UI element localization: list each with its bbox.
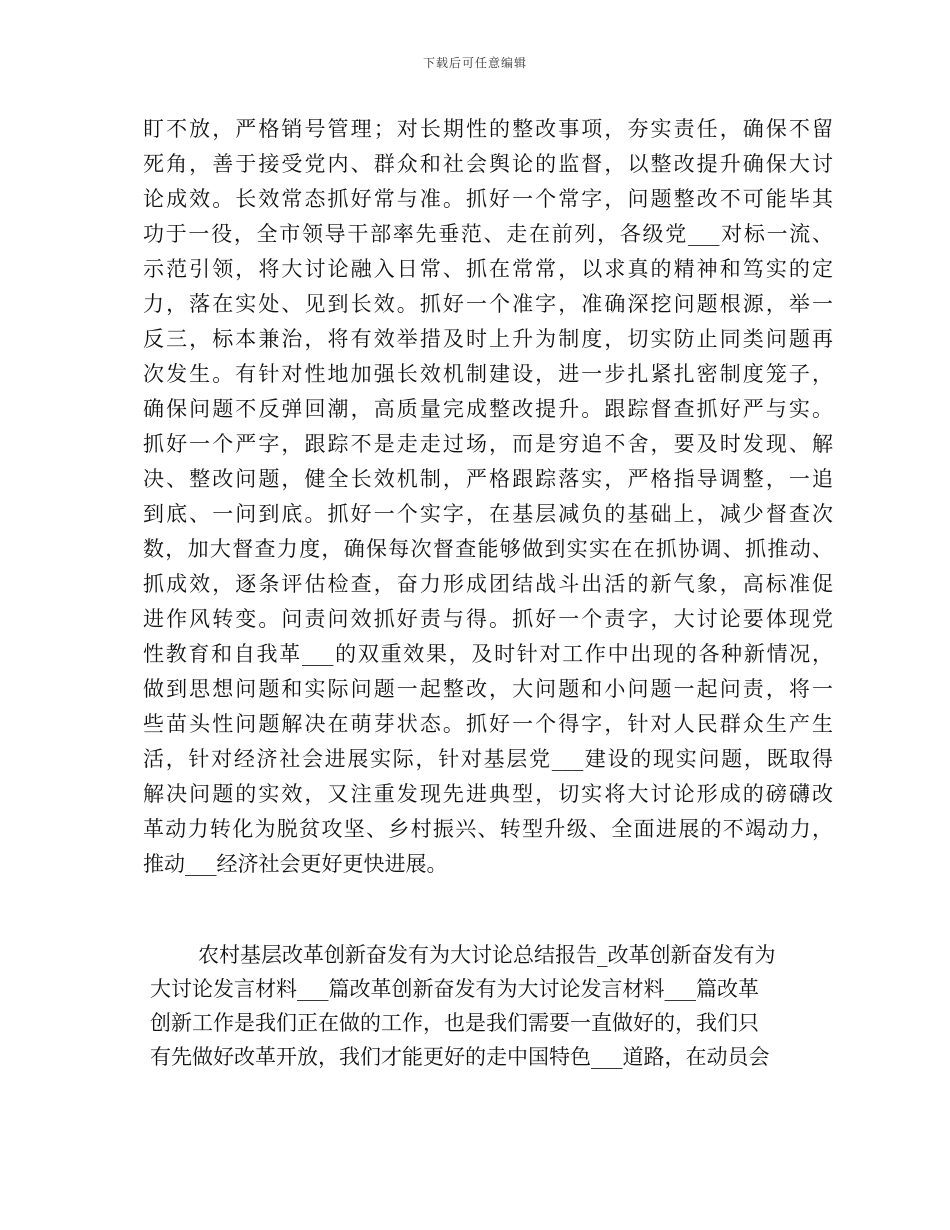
text-line: 些苗头性问题解决在萌芽状态。抓好一个得字，针对人民群众生产生 [143, 712, 833, 736]
text-line: 决、整改问题，健全长效机制，严格跟踪落实，严格指导调整，一追 [143, 467, 833, 491]
text-line: 死角，善于接受党内、群众和社会舆论的监督，以整改提升确保大讨 [143, 152, 833, 176]
body-paragraph-2 [150, 938, 800, 1074]
text-line: 确保问题不反弹回潮，高质量完成整改提升。跟踪督查抓好严与实。 [143, 397, 833, 421]
text-line: 大讨论发言材料___篇改革创新奋发有为大讨论发言材料___篇改革 [150, 977, 759, 1001]
text-line: 革动力转化为脱贫攻坚、乡村振兴、转型升级、全面进展的不竭动力， [143, 817, 833, 841]
text-line: 次发生。有针对性地加强长效机制建设，进一步扎紧扎密制度笼子， [143, 362, 833, 386]
text-line: 解决问题的实效，又注重发现先进典型，切实将大讨论形成的磅礴改 [143, 782, 833, 806]
text-line: 农村基层改革创新奋发有为大讨论总结报告_改革创新奋发有为 [198, 943, 776, 967]
text-line: 进作风转变。问责问效抓好责与得。抓好一个责字，大讨论要体现党 [143, 607, 833, 631]
text-line: 推动___经济社会更好更快进展。 [143, 852, 448, 876]
text-line: 创新工作是我们正在做的工作，也是我们需要一直做好的，我们只 [150, 1011, 759, 1035]
text-line: 功于一役，全市领导干部率先垂范、走在前列，各级党___对标一流、 [143, 222, 833, 246]
text-line: 抓好一个严字，跟踪不是走走过场，而是穷追不舍，要及时发现、解 [143, 432, 833, 456]
text-line: 盯不放，严格销号管理；对长期性的整改事项，夯实责任，确保不留 [143, 117, 833, 141]
text-line: 到底、一问到底。抓好一个实字，在基层减负的基础上，减少督查次 [143, 502, 833, 526]
text-line: 活，针对经济社会进展实际，针对基层党___建设的现实问题，既取得 [143, 747, 833, 771]
text-line: 论成效。长效常态抓好常与准。抓好一个常字，问题整改不可能毕其 [143, 187, 833, 211]
text-line: 反三，标本兼治，将有效举措及时上升为制度，切实防止同类问题再 [143, 327, 833, 351]
text-line: 性教育和自我革___的双重效果，及时针对工作中出现的各种新情况， [143, 642, 833, 666]
text-line: 抓成效，逐条评估检查，奋力形成团结战斗出活的新气象，高标准促 [143, 572, 833, 596]
text-line: 示范引领，将大讨论融入日常、抓在常常，以求真的精神和笃实的定 [143, 257, 833, 281]
body-paragraph-1 [143, 112, 833, 882]
text-line: 有先做好改革开放，我们才能更好的走中国特色___道路，在动员会 [150, 1045, 770, 1069]
text-line: 数，加大督查力度，确保每次督查能够做到实实在在抓协调、抓推动、 [143, 537, 833, 561]
text-line: 做到思想问题和实际问题一起整改，大问题和小问题一起问责，将一 [143, 677, 833, 701]
text-line: 力，落在实处、见到长效。抓好一个准字，准确深挖问题根源，举一 [143, 292, 833, 316]
page-header: 下载后可任意编辑 [422, 56, 527, 70]
